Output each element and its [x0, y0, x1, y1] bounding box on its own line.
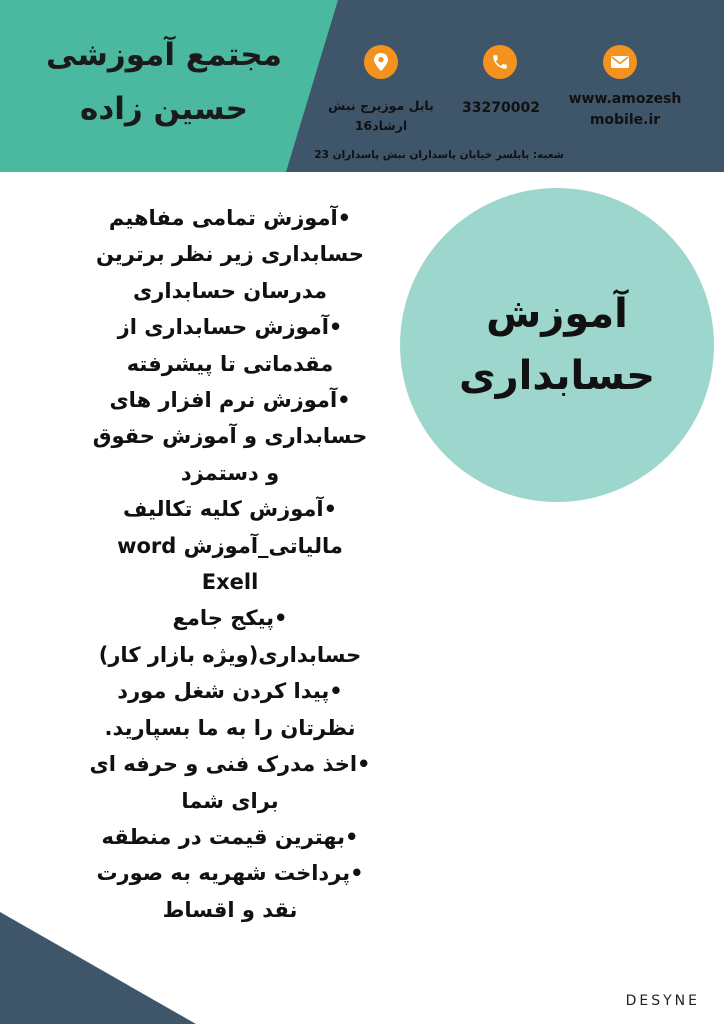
address-text	[318, 96, 444, 136]
branch-address: شعبه: بابلسر خیابان پاسداران نبش پاسداران 23	[314, 149, 564, 161]
feature-list-line: نقد و اقساط	[162, 897, 298, 922]
course-title-circle	[400, 188, 714, 502]
course-title-line2: حسابداری	[458, 353, 656, 399]
feature-list-line: •آموزش نرم افزار های	[109, 388, 351, 413]
feature-list-line: مقدماتی تا پیشرفته	[126, 351, 334, 376]
feature-list-line: •اخذ مدرک فنی و حرفه ای	[89, 752, 371, 777]
course-title-line1: آموزش	[486, 291, 628, 337]
feature-list-line: •پیدا کردن شغل مورد	[117, 679, 343, 704]
location-pin-icon	[364, 45, 398, 79]
website-line2: mobile.ir	[589, 112, 661, 128]
phone-number: 33270002	[462, 100, 540, 116]
feature-list-line: •بهترین قیمت در منطقه	[101, 824, 359, 849]
feature-list-line: •آموزش تمامی مفاهیم	[108, 206, 352, 230]
feature-list-line: برای شما	[181, 788, 279, 813]
feature-list-line: •آموزش کلیه تکالیف	[122, 497, 338, 522]
brand-title-line1: مجتمع آموزشی	[46, 37, 282, 73]
feature-list-line: نظرتان را به ما بسپارید.	[104, 715, 356, 740]
feature-list-line: مدرسان حسابداری	[133, 278, 327, 303]
feature-list-line: Exell	[201, 570, 259, 595]
feature-list-line: و دستمزد	[180, 460, 280, 485]
address-line2: ارشاد16	[354, 118, 408, 133]
corner-decoration	[0, 912, 196, 1024]
feature-list-line: •آموزش حسابداری از	[117, 315, 343, 340]
phone-icon	[483, 45, 517, 79]
feature-list-line: •پیکج جامع	[172, 606, 288, 631]
feature-list-line: حسابداری(ویژه بازار کار)	[98, 642, 362, 667]
feature-list	[72, 200, 388, 928]
brand-title-line2: حسین زاده	[80, 91, 248, 127]
envelope-icon	[603, 45, 637, 79]
feature-list-line: حسابداری زیر نظر برترین	[96, 242, 364, 267]
feature-list-line: مالیاتی_آموزش word	[117, 533, 343, 558]
website-line1: www.amozesh	[568, 91, 682, 107]
footer-brand: DESYNE	[625, 993, 700, 1009]
feature-list-line: حسابداری و آموزش حقوق	[92, 424, 368, 449]
website-text	[560, 89, 690, 131]
address-line1: بابل موزیرج نبش	[328, 98, 434, 113]
feature-list-line: •پرداخت شهریه به صورت	[96, 861, 364, 886]
brand-title	[14, 28, 314, 136]
